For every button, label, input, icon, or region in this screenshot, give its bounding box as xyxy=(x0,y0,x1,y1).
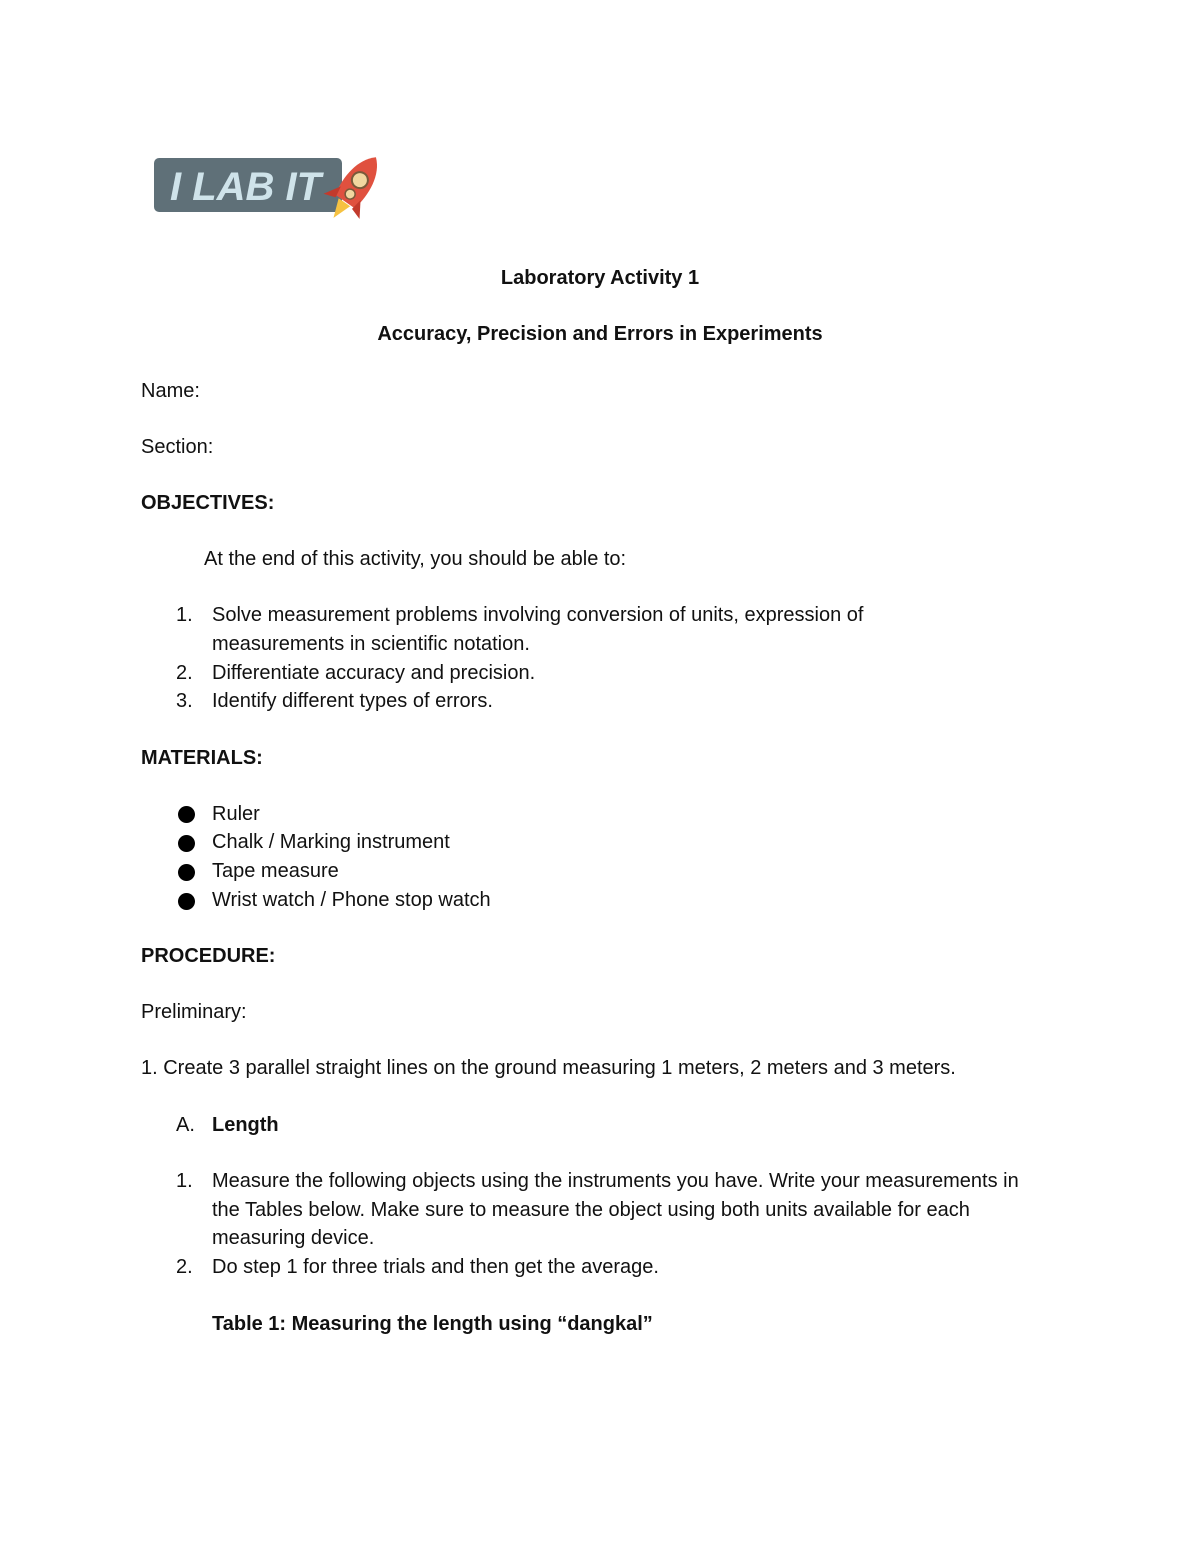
material-item: Ruler xyxy=(212,803,260,825)
section-a-title: Length xyxy=(212,1114,279,1136)
preliminary-step: 1. Create 3 parallel straight lines on the ground measuring 1 meters, 2 meters and 3 meters. xyxy=(141,1057,956,1079)
material-item: Wrist watch / Phone stop watch xyxy=(212,889,491,911)
material-item: Tape measure xyxy=(212,860,339,882)
activity-title: Laboratory Activity 1 xyxy=(500,267,700,289)
table-caption: Table 1: Measuring the length using “dangkal” xyxy=(212,1313,653,1335)
procedure-step-number: 2. xyxy=(176,1256,193,1278)
objective-number: 3. xyxy=(176,690,193,712)
objective-number: 1. xyxy=(176,604,193,626)
objective-item: Identify different types of errors. xyxy=(212,690,493,712)
i-lab-it-logo xyxy=(148,148,384,234)
procedure-step-number: 1. xyxy=(176,1170,193,1192)
procedure-step: Measure the following objects using the instruments you have. Write your measurements in the Tables below. Make sure to measure the object using both units available for each measuring device. xyxy=(212,1170,1019,1249)
name-label: Name: xyxy=(141,380,200,402)
preliminary-label: Preliminary: xyxy=(141,1001,247,1023)
activity-subtitle: Accuracy, Precision and Errors in Experiments xyxy=(377,323,823,345)
procedure-heading: PROCEDURE: xyxy=(141,945,276,967)
objective-item: Differentiate accuracy and precision. xyxy=(212,662,536,684)
bullet-icon xyxy=(178,893,195,910)
bullet-icon xyxy=(178,864,195,881)
section-a-letter: A. xyxy=(176,1114,195,1136)
objective-number: 2. xyxy=(176,662,193,684)
section-label: Section: xyxy=(141,436,214,458)
bullet-icon xyxy=(178,835,195,852)
material-item: Chalk / Marking instrument xyxy=(212,831,450,853)
objectives-intro: At the end of this activity, you should be able to: xyxy=(204,548,627,570)
bullet-icon xyxy=(178,806,195,823)
procedure-step: Do step 1 for three trials and then get the average. xyxy=(212,1256,659,1278)
objectives-heading: OBJECTIVES: xyxy=(141,492,275,514)
materials-heading: MATERIALS: xyxy=(141,747,263,769)
objective-item: Solve measurement problems involving conversion of units, expression of measurements in scientific notation. xyxy=(212,604,864,655)
logo-text: I LAB IT xyxy=(170,165,322,209)
